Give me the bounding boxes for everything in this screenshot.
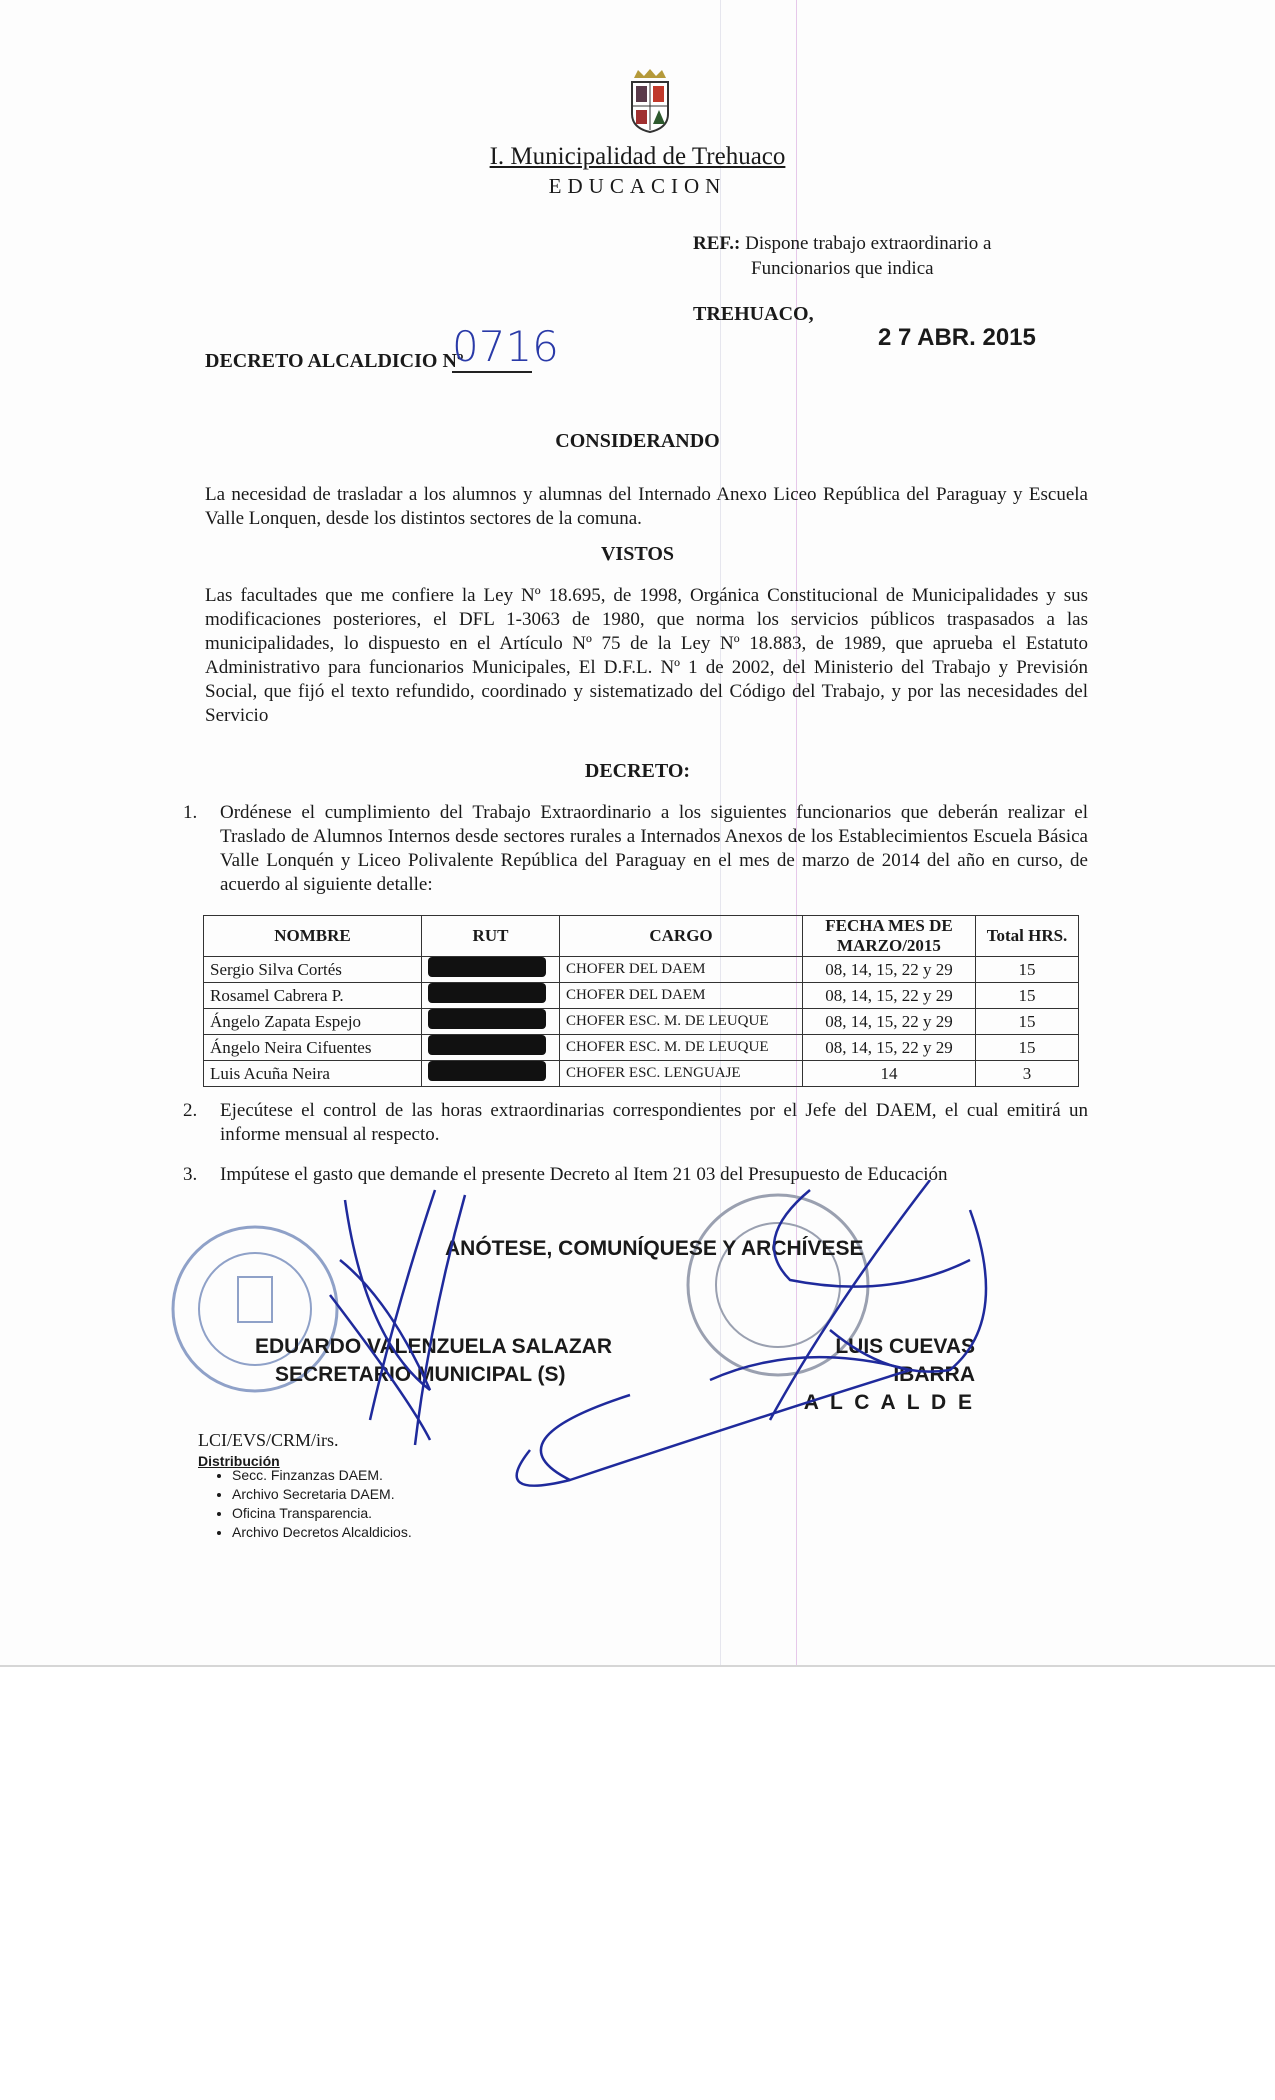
- cell-cargo: CHOFER ESC. M. DE LEUQUE: [560, 1009, 803, 1035]
- mayor-title: A L C A L D E: [803, 1391, 975, 1414]
- distribution-list: [212, 1466, 412, 1542]
- cell-cargo: CHOFER DEL DAEM: [560, 957, 803, 983]
- item-number: 3.: [183, 1164, 198, 1185]
- cell-hrs: 15: [976, 1035, 1079, 1061]
- ref-line2: Funcionarios que indica: [751, 258, 934, 279]
- decree-label: DECRETO ALCALDICIO Nº: [205, 350, 464, 372]
- cell-cargo: CHOFER DEL DAEM: [560, 983, 803, 1009]
- cell-rut-redacted: [422, 1009, 560, 1035]
- cell-rut-redacted: [422, 1061, 560, 1087]
- initials: LCI/EVS/CRM/irs.: [198, 1430, 339, 1450]
- col-fecha: FECHA MES DE MARZO/2015: [803, 916, 976, 957]
- considerando-heading: CONSIDERANDO: [555, 430, 720, 452]
- cell-cargo: CHOFER ESC. M. DE LEUQUE: [560, 1035, 803, 1061]
- distribution-heading: Distribución: [198, 1453, 280, 1469]
- table-row: [204, 1061, 1079, 1087]
- ref-line1: Dispone trabajo extraordinario a: [745, 233, 992, 254]
- cell-fecha: 08, 14, 15, 22 y 29: [803, 983, 976, 1009]
- cell-fecha: 08, 14, 15, 22 y 29: [803, 1009, 976, 1035]
- date-stamp: 2 7 ABR. 2015: [878, 324, 1036, 351]
- decreto-heading: DECRETO:: [584, 760, 691, 782]
- vistos-text: Las facultades que me confiere la Ley Nº 18.695, de 1998, Orgánica Constitucional de Municipalidades y sus modificaciones posteriores, el DFL 1-3063 de 1980, que norma los servicios públicos traspasados a las municipalidades, lo dispuesto en el Artículo Nº 75 de la Ley Nº 18.883, de 1989, que aprueba el Estatuto Administrativo para funcionarios Municipales, El D.F.L. Nº 1 de 2002, del Ministerio del Trabajo y Previsión Social, que fijó el texto refundido, coordinado y sistematizado del Código del Trabajo, y por las necesidades del Servicio: [205, 585, 1088, 726]
- list-item: • Archivo Decretos Alcaldicios.: [232, 1523, 412, 1542]
- mayor-name: LUIS CUEVAS IBARRA: [835, 1335, 975, 1386]
- col-cargo: CARGO: [560, 916, 803, 957]
- decree-item-3: Impútese el gasto que demande el presente Decreto al Item 21 03 del Presupuesto de Educación: [220, 1164, 948, 1185]
- col-rut: RUT: [422, 916, 560, 957]
- cell-hrs: 15: [976, 957, 1079, 983]
- table-row: [204, 957, 1079, 983]
- cell-hrs: 3: [976, 1061, 1079, 1087]
- secretary-name: EDUARDO VALENZUELA SALAZAR: [255, 1335, 612, 1358]
- institution-text: I. Municipalidad de Trehuaco: [489, 143, 786, 170]
- table-row: [204, 983, 1079, 1009]
- vistos-heading: VISTOS: [600, 543, 674, 565]
- decree-item-2: Ejecútese el control de las horas extraordinarias correspondientes por el Jefe del DAEM, el cual emitirá un informe mensual al respecto.: [220, 1100, 1088, 1145]
- cell-rut-redacted: [422, 983, 560, 1009]
- cell-rut-redacted: [422, 1035, 560, 1061]
- decree-item-1: Ordénese el cumplimiento del Trabajo Extraordinario a los siguientes funcionarios que deberán realizar el Traslado de Alumnos Internos desde sectores rurales a Internados Anexos de los Establecimientos Escuela Básica Valle Lonquén y Liceo Polivalente República del Paraguay en el mes de marzo de 2014 del año en curso, de acuerdo al siguiente detalle:: [220, 802, 1088, 895]
- cell-fecha: 08, 14, 15, 22 y 29: [803, 1035, 976, 1061]
- col-hrs: Total HRS.: [976, 916, 1079, 957]
- table-row: [204, 1035, 1079, 1061]
- list-item: • Archivo Secretaria DAEM.: [232, 1485, 412, 1504]
- cell-hrs: 15: [976, 1009, 1079, 1035]
- ref-label: REF.:: [693, 233, 741, 254]
- decree-number: 0716: [452, 322, 559, 371]
- institution-name: [0, 143, 1275, 171]
- closing-formula: ANÓTESE, COMUNÍQUESE Y ARCHÍVESE: [445, 1237, 864, 1260]
- item-number: 1.: [183, 802, 198, 823]
- reference: [693, 231, 991, 281]
- handwritten-signatures: [190, 1180, 1010, 1500]
- secretary-title: SECRETARIO MUNICIPAL (S): [275, 1363, 566, 1386]
- cell-nombre: Rosamel Cabrera P.: [204, 983, 422, 1009]
- cell-rut-redacted: [422, 957, 560, 983]
- coat-of-arms-logo: [628, 68, 672, 134]
- cell-cargo: CHOFER ESC. LENGUAJE: [560, 1061, 803, 1087]
- cell-nombre: Sergio Silva Cortés: [204, 957, 422, 983]
- cell-nombre: Luis Acuña Neira: [204, 1061, 422, 1087]
- staff-table: [203, 915, 1079, 1087]
- cell-hrs: 15: [976, 983, 1079, 1009]
- considerando-text: La necesidad de trasladar a los alumnos y alumnas del Internado Anexo Liceo República del Paraguay y Escuela Valle Lonquen, desde los distintos sectores de la comuna.: [205, 484, 1088, 529]
- list-item: • Oficina Transparencia.: [232, 1504, 412, 1523]
- col-nombre: NOMBRE: [204, 916, 422, 957]
- cell-nombre: Ángelo Neira Cifuentes: [204, 1035, 422, 1061]
- place: TREHUACO,: [693, 303, 814, 325]
- department-name: EDUCACION: [548, 174, 727, 198]
- cell-fecha: 14: [803, 1061, 976, 1087]
- cell-fecha: 08, 14, 15, 22 y 29: [803, 957, 976, 983]
- list-item: • Secc. Finzanzas DAEM.: [232, 1466, 412, 1485]
- cell-nombre: Ángelo Zapata Espejo: [204, 1009, 422, 1035]
- table-header-row: [204, 916, 1079, 957]
- table-row: [204, 1009, 1079, 1035]
- item-number: 2.: [183, 1100, 198, 1121]
